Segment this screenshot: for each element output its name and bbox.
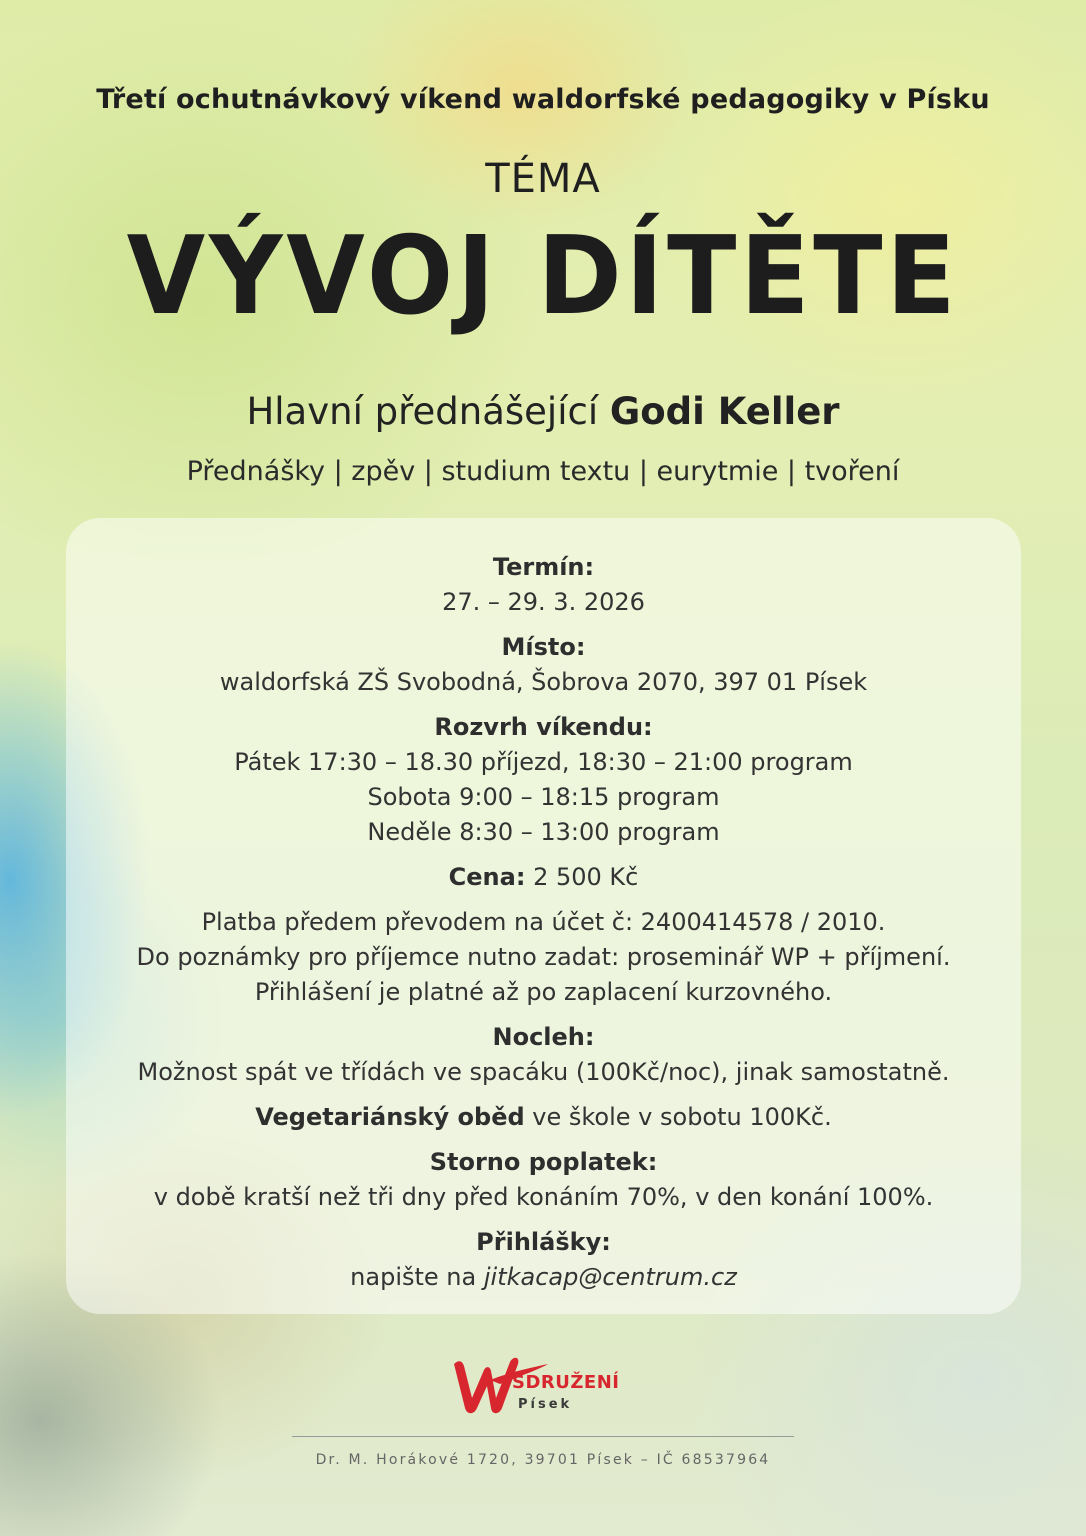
theme-label: TÉMA xyxy=(485,156,601,202)
nocleh-label: Nocleh: xyxy=(492,1023,595,1051)
obed-label: Vegetariánský oběd xyxy=(255,1103,525,1131)
rozvrh-section xyxy=(66,710,1021,850)
footer-address: Dr. M. Horákové 1720, 39701 Písek – IČ 68537964 xyxy=(315,1452,771,1468)
obed-section xyxy=(66,1100,1021,1135)
platba-line: Platba předem převodem na účet č: 2400414578 / 2010. xyxy=(201,908,886,936)
event-subtitle: Třetí ochutnávkový víkend waldorfské pedagogiky v Písku xyxy=(96,84,990,115)
lecturer-prefix: Hlavní přednášející xyxy=(246,390,599,433)
prihlasky-label: Přihlášky: xyxy=(476,1228,611,1256)
rozvrh-line: Neděle 8:30 – 13:00 program xyxy=(367,818,720,846)
termin-label: Termín: xyxy=(492,553,595,581)
termin-value: 27. – 29. 3. 2026 xyxy=(442,588,645,616)
footer-divider xyxy=(292,1436,794,1437)
nocleh-value: Možnost spát ve třídách ve spacáku (100Kč/noc), jinak samostatně. xyxy=(137,1058,950,1086)
logo-subtitle: Písek xyxy=(518,1397,573,1412)
rozvrh-line: Sobota 9:00 – 18:15 program xyxy=(367,783,720,811)
rozvrh-label: Rozvrh víkendu: xyxy=(434,713,653,741)
prihlasky-line xyxy=(66,1260,1021,1295)
lecturer-line xyxy=(0,390,1086,433)
lecturer-name: Godi Keller xyxy=(609,390,840,433)
activities-list: Přednášky | zpěv | studium textu | eurytmie | tvoření xyxy=(186,456,900,487)
platba-section xyxy=(66,905,1021,1010)
misto-section xyxy=(66,630,1021,700)
cena-value: 2 500 Kč xyxy=(525,863,639,891)
info-panel xyxy=(66,518,1021,1314)
cena-label: Cena: xyxy=(448,863,526,891)
prihlasky-section xyxy=(66,1225,1021,1295)
platba-line: Do poznámky pro příjemce nutno zadat: proseminář WP + příjmení. xyxy=(136,943,951,971)
misto-label: Místo: xyxy=(501,633,586,661)
nocleh-section xyxy=(66,1020,1021,1090)
storno-label: Storno poplatek: xyxy=(429,1148,658,1176)
storno-section xyxy=(66,1145,1021,1215)
prihlasky-prefix: napište na xyxy=(350,1263,484,1291)
page-title: VÝVOJ DÍTĚTE xyxy=(126,214,960,339)
rozvrh-line: Pátek 17:30 – 18.30 příjezd, 18:30 – 21:00 program xyxy=(234,748,853,776)
platba-line: Přihlášení je platné až po zaplacení kurzovného. xyxy=(254,978,833,1006)
termin-section xyxy=(66,550,1021,620)
storno-value: v době kratší než tři dny před konáním 70%, v den konání 100%. xyxy=(153,1183,934,1211)
logo-name: SDRUŽENÍ xyxy=(512,1372,620,1393)
contact-email-link[interactable]: jitkacap@centrum.cz xyxy=(483,1263,737,1291)
misto-value: waldorfská ZŠ Svobodná, Šobrova 2070, 397 01 Písek xyxy=(219,668,868,696)
cena-section xyxy=(66,860,1021,895)
obed-value: ve škole v sobotu 100Kč. xyxy=(524,1103,832,1131)
